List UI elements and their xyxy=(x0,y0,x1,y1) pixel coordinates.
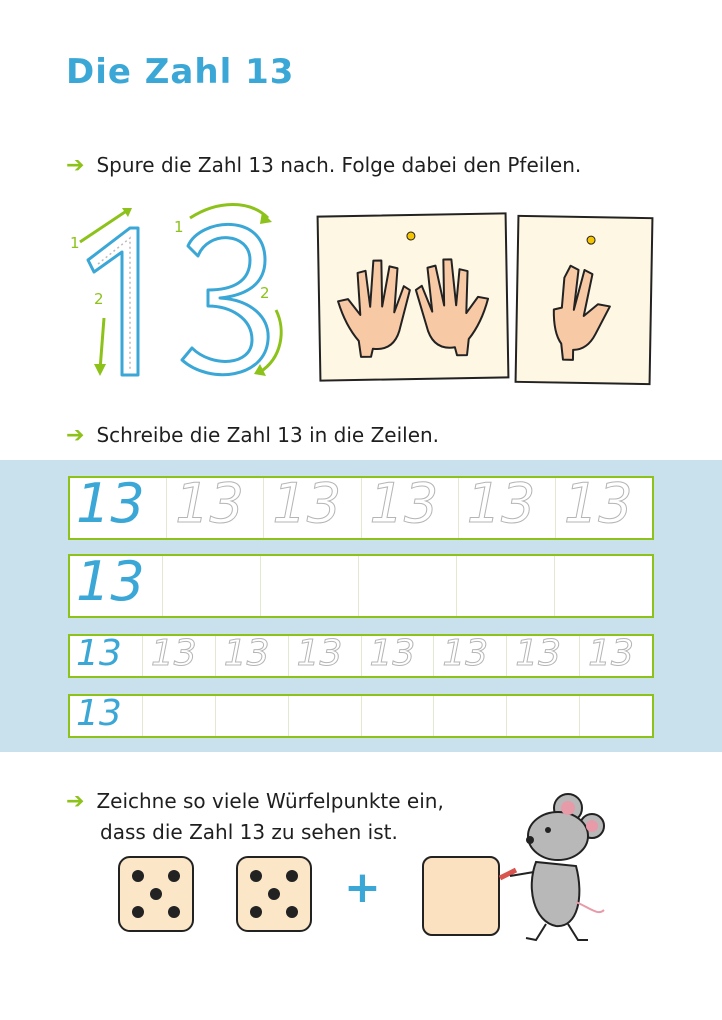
die-pip xyxy=(168,870,180,882)
writing-cell[interactable] xyxy=(263,478,360,538)
trace-number: 13 xyxy=(466,478,536,535)
trace-number: 13 xyxy=(369,478,439,535)
writing-cell[interactable] xyxy=(361,636,434,676)
arrow-right-icon: ➔ xyxy=(66,423,85,448)
trace-number-13[interactable] xyxy=(60,200,290,390)
stroke-arrow-one-2 xyxy=(100,318,104,370)
writing-cell[interactable] xyxy=(142,636,215,676)
writing-cell[interactable] xyxy=(579,636,652,676)
writing-row-small-empty[interactable] xyxy=(68,694,654,738)
writing-cell[interactable] xyxy=(215,696,288,736)
die-pip xyxy=(132,870,144,882)
instruction-dice-line1: Zeichne so viele Würfelpunkte ein, xyxy=(96,789,444,813)
writing-cell[interactable] xyxy=(288,696,361,736)
hand-card-three xyxy=(515,215,654,385)
page-title: Die Zahl 13 xyxy=(66,52,295,92)
die-pip xyxy=(268,888,280,900)
writing-cell[interactable] xyxy=(166,478,263,538)
writing-cell[interactable] xyxy=(361,478,458,538)
writing-row-large-empty[interactable] xyxy=(68,554,654,618)
writing-cell[interactable] xyxy=(506,636,579,676)
writing-cell[interactable] xyxy=(70,478,166,538)
die-five xyxy=(236,856,312,932)
arrow-right-icon: ➔ xyxy=(66,153,85,178)
writing-cell[interactable] xyxy=(458,478,555,538)
writing-cell[interactable] xyxy=(162,556,260,616)
trace-number: 13 xyxy=(150,636,197,674)
trace-number: 13 xyxy=(175,478,244,535)
instruction-write-text: Schreibe die Zahl 13 in die Zeilen. xyxy=(96,423,440,447)
writing-cell[interactable] xyxy=(433,636,506,676)
stroke-label: 1 xyxy=(174,218,184,236)
writing-cell[interactable] xyxy=(215,636,288,676)
example-number: 13 xyxy=(76,556,145,613)
writing-cell[interactable] xyxy=(506,696,579,736)
writing-cell[interactable] xyxy=(554,556,652,616)
instruction-trace-text: Spure die Zahl 13 nach. Folge dabei den Pfeilen. xyxy=(96,153,582,177)
die-pip xyxy=(286,870,298,882)
stroke-arrow-one-1 xyxy=(80,210,128,242)
trace-number: 13 xyxy=(223,636,270,674)
trace-digit-three xyxy=(182,224,268,374)
die-pip xyxy=(286,906,298,918)
writing-row-large-traced[interactable] xyxy=(68,476,654,540)
die-pip xyxy=(132,906,144,918)
writing-row-small-traced[interactable] xyxy=(68,634,654,678)
example-number: 13 xyxy=(76,478,145,535)
writing-cell[interactable] xyxy=(433,696,506,736)
writing-cell[interactable] xyxy=(70,696,142,736)
trace-number: 13 xyxy=(563,478,633,535)
mouse-mascot-icon xyxy=(486,792,616,952)
instruction-dice-line2: dass die Zahl 13 zu sehen ist. xyxy=(100,820,398,844)
stroke-arrow-three-1 xyxy=(190,205,268,219)
stroke-label: 2 xyxy=(260,284,270,302)
trace-number: 13 xyxy=(369,636,416,674)
writing-cell[interactable] xyxy=(358,556,456,616)
instruction-trace xyxy=(66,150,581,181)
writing-cell[interactable] xyxy=(70,556,162,616)
die-pip xyxy=(168,906,180,918)
instruction-dice xyxy=(66,786,444,847)
example-number: 13 xyxy=(76,636,122,674)
trace-number: 13 xyxy=(272,478,342,535)
arrowhead-icon xyxy=(94,364,106,376)
writing-cell[interactable] xyxy=(456,556,554,616)
die-five xyxy=(118,856,194,932)
one-hand-icon xyxy=(517,217,652,383)
trace-number: 13 xyxy=(515,636,562,674)
writing-cell[interactable] xyxy=(579,696,652,736)
trace-number: 13 xyxy=(442,636,489,674)
hand-card-ten xyxy=(317,212,510,381)
arrowhead-icon xyxy=(260,212,272,224)
instruction-write xyxy=(66,420,439,451)
writing-cell[interactable] xyxy=(70,636,142,676)
trace-number: 13 xyxy=(296,636,343,674)
plus-sign: + xyxy=(344,862,381,913)
stroke-label: 2 xyxy=(94,290,104,308)
writing-cell[interactable] xyxy=(260,556,358,616)
writing-cell[interactable] xyxy=(288,636,361,676)
example-number: 13 xyxy=(76,696,122,734)
die-pip xyxy=(250,906,262,918)
trace-number: 13 xyxy=(588,636,634,674)
two-hands-icon xyxy=(319,214,508,379)
arrow-right-icon: ➔ xyxy=(66,789,85,814)
die-pip xyxy=(150,888,162,900)
writing-cell[interactable] xyxy=(555,478,652,538)
writing-cell[interactable] xyxy=(142,696,215,736)
die-pip xyxy=(250,870,262,882)
stroke-label: 1 xyxy=(70,234,80,252)
writing-cell[interactable] xyxy=(361,696,434,736)
